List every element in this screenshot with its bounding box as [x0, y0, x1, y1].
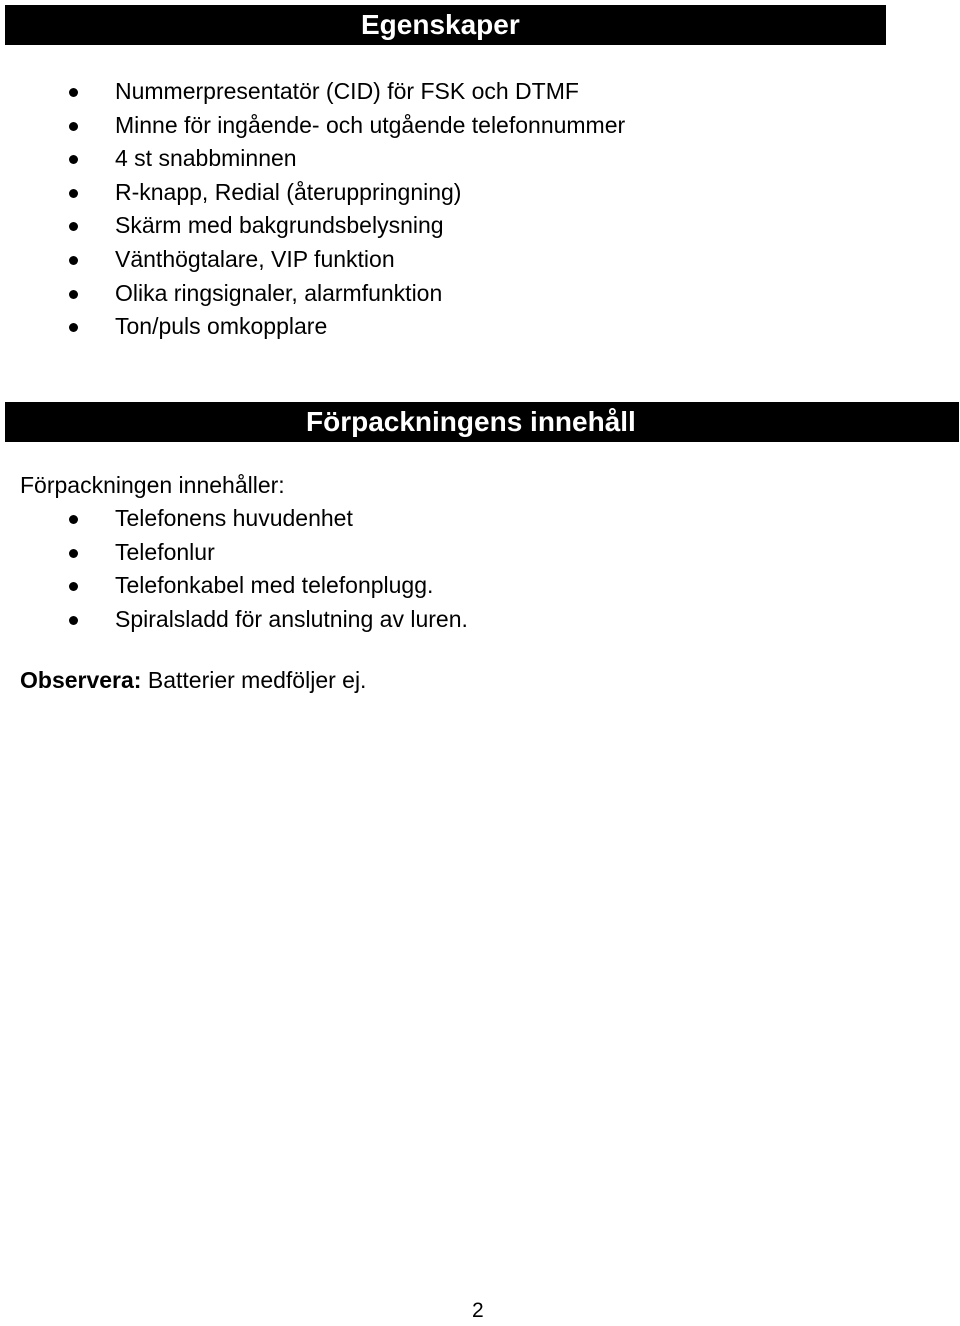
bullet-icon — [69, 290, 78, 299]
list-item-text: Ton/puls omkopplare — [115, 313, 328, 340]
bullet-icon — [69, 515, 78, 524]
list-item-text: Nummerpresentatör (CID) för FSK och DTMF — [115, 78, 579, 104]
list-item — [0, 75, 625, 109]
list-item — [0, 277, 625, 311]
list-item — [0, 243, 625, 277]
bullet-icon — [69, 582, 78, 591]
list-item — [0, 603, 468, 637]
note-label: Observera: — [20, 667, 142, 693]
bullet-icon — [69, 222, 78, 231]
list-item — [0, 109, 625, 143]
list-item-text: 4 st snabbminnen — [115, 145, 297, 172]
list-item-text: Telefonkabel med telefonplugg. — [115, 572, 434, 599]
list-item-text: Spiralsladd för anslutning av luren. — [115, 605, 468, 632]
bullet-icon — [69, 323, 78, 332]
bullet-icon — [69, 155, 78, 164]
features-header — [5, 5, 886, 45]
list-item — [0, 502, 468, 536]
list-item-text: Telefonlur — [115, 538, 215, 565]
features-list — [0, 75, 625, 344]
package-header — [5, 402, 959, 442]
features-title: Egenskaper — [361, 9, 520, 40]
list-item — [0, 536, 468, 570]
list-item — [0, 310, 625, 344]
bullet-icon — [69, 122, 78, 131]
package-contents-list — [0, 502, 468, 636]
list-item — [0, 142, 625, 176]
package-intro: Förpackningen innehåller: — [20, 472, 285, 498]
list-item — [0, 569, 468, 603]
battery-note — [20, 664, 366, 697]
bullet-icon — [69, 88, 78, 97]
bullet-icon — [69, 616, 78, 625]
list-item-text: Vänthögtalare, VIP funktion — [115, 245, 395, 272]
package-title: Förpackningens innehåll — [306, 406, 636, 437]
list-item-text: Telefonens huvudenhet — [115, 505, 353, 531]
list-item-text: R-knapp, Redial (återuppringning) — [115, 178, 462, 205]
bullet-icon — [69, 256, 78, 265]
page-number: 2 — [472, 1299, 484, 1322]
bullet-icon — [69, 549, 78, 558]
list-item-text: Olika ringsignaler, alarmfunktion — [115, 279, 443, 306]
note-text: Batterier medföljer ej. — [141, 667, 367, 693]
list-item — [0, 209, 625, 243]
bullet-icon — [69, 189, 78, 198]
list-item-text: Minne för ingående- och utgående telefonnummer — [115, 111, 626, 138]
list-item — [0, 176, 625, 210]
list-item-text: Skärm med bakgrundsbelysning — [115, 212, 444, 239]
